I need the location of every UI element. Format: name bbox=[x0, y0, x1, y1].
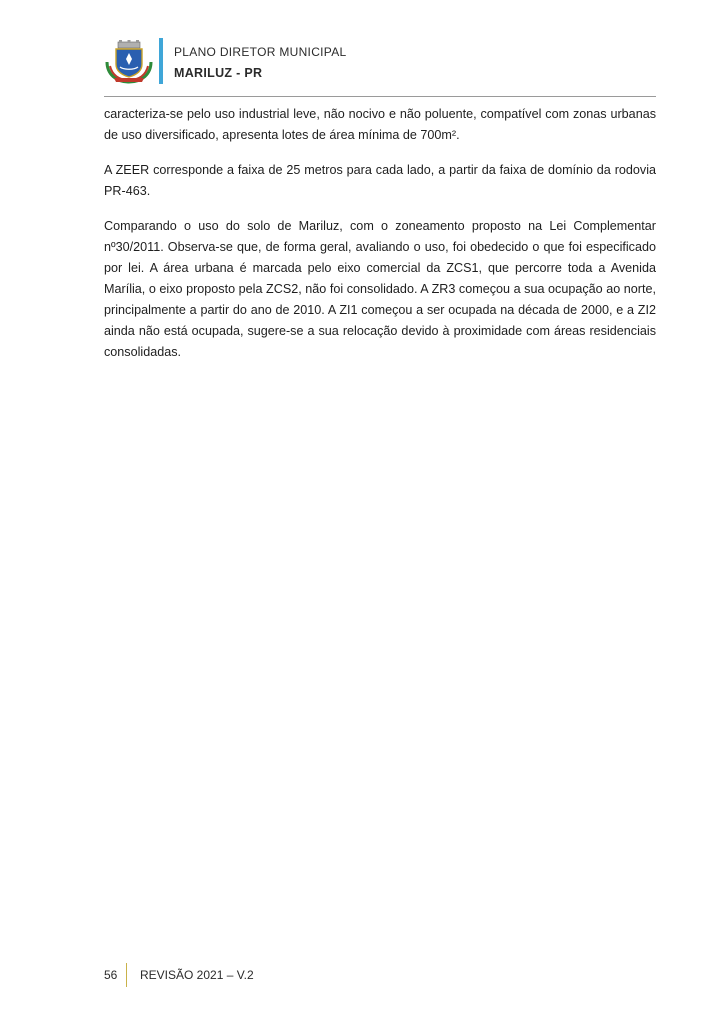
paragraph: Comparando o uso do solo de Mariluz, com o zoneamento proposto na Lei Complementar nº30/2011. Observa-se que, de forma geral, avaliando o uso, foi obedecido o que foi especificado por lei. A área urbana é marcada pelo eixo comercial da ZCS1, que percorre toda a Avenida Marília, o eixo proposto pela ZCS2, não foi consolidado. A ZR3 começou a sua ocupação ao norte, principalmente a partir do ano de 2010. A ZI1 começou a ser ocupada na década de 2000, e a ZI2 ainda não está ocupada, sugere-se a sua relocação devido à proximidade com áreas residenciais consolidadas. bbox=[104, 219, 656, 359]
paragraph: caracteriza-se pelo uso industrial leve, não nocivo e não poluente, compatível com zonas urbanas de uso diversificado, apresenta lotes de área mínima de 700m². bbox=[104, 107, 656, 142]
municipal-coat-of-arms-icon bbox=[104, 40, 154, 84]
body-text bbox=[104, 104, 656, 363]
header-accent-bar bbox=[159, 38, 163, 84]
page-footer bbox=[104, 963, 404, 989]
page-header bbox=[104, 38, 656, 98]
document-title: PLANO DIRETOR MUNICIPAL bbox=[174, 45, 347, 59]
paragraph: A ZEER corresponde a faixa de 25 metros para cada lado, a partir da faixa de domínio da rodovia PR-463. bbox=[104, 163, 656, 198]
page-number: 56 bbox=[104, 968, 118, 982]
municipality-name: MARILUZ - PR bbox=[174, 66, 263, 80]
footer-divider bbox=[126, 963, 127, 987]
revision-label: REVISÃO 2021 – V.2 bbox=[140, 968, 254, 982]
header-divider bbox=[104, 96, 656, 97]
